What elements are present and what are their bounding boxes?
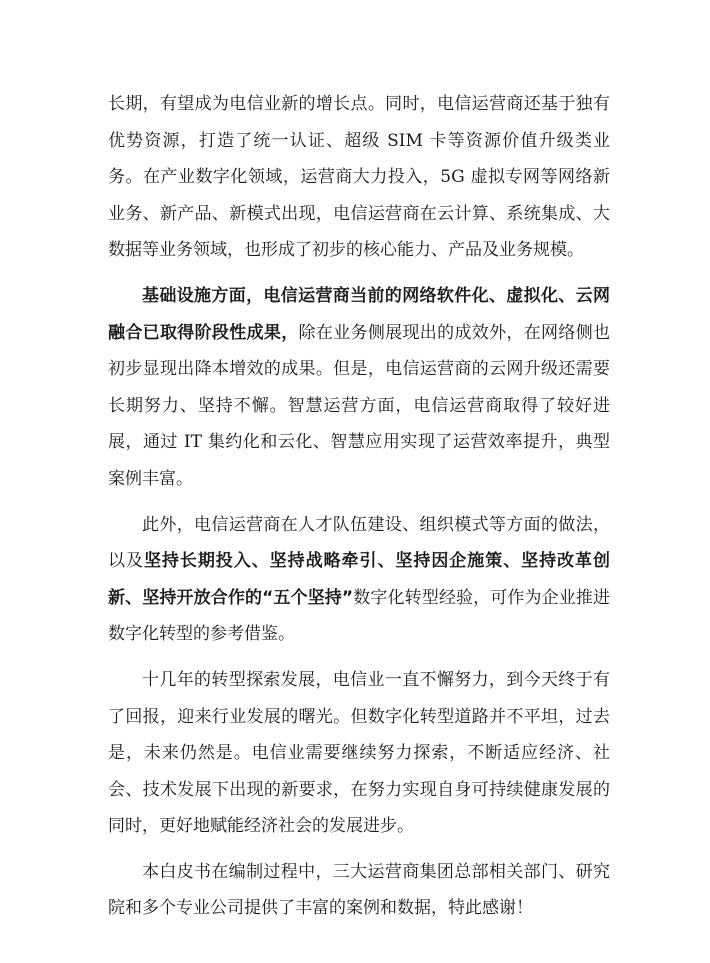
paragraph-2-bold-lead: 基础设施方面，电信运营商当前的网络软件化、虚拟化、云网融合已取得阶段性成果， [108, 285, 610, 343]
paragraph-4 [108, 662, 610, 845]
paragraph-4-text: 十几年的转型探索发展，电信业一直不懈努力，到今天终于有了回报，迎来行业发展的曙光。但数字化转型道路并不平坦，过去是，未来仍然是。电信业需要继续努力探索，不断适应经济、社会、技术发展下出现的新要求，在努力实现自身可持续健康发展的同时，更好地赋能经济社会的发展进步。 [108, 669, 610, 837]
paragraph-2-text: 除在业务侧展现出的成效外，在网络侧也初步显现出降本增效的成果。但是，电信运营商的云网升级还需要长期努力、坚持不懈。智慧运营方面，电信运营商取得了较好进展，通过 IT 集约化和云化、智慧应用实现了运营效率提升，典型案例丰富。 [108, 322, 611, 489]
paragraph-3 [108, 507, 610, 653]
paragraph-1 [108, 86, 610, 269]
paragraph-3-text-end: 数字化转型经验，可作为企业推进数字化转型的参考借鉴。 [108, 587, 610, 645]
paragraph-5 [108, 854, 610, 927]
paragraph-3-bold-five-persistences: 坚持长期投入、坚持战略牵引、坚持因企施策、坚持改革创新、坚持开放合作的“五个坚持” [108, 551, 611, 608]
body-text [108, 86, 610, 936]
paragraph-5-text: 本白皮书在编制过程中，三大运营商集团总部相关部门、研究院和多个专业公司提供了丰富的案例和数据，特此感谢！ [108, 861, 610, 919]
paragraph-1-text: 长期，有望成为电信业新的增长点。同时，电信运营商还基于独有优势资源，打造了统一认证、超级 SIM 卡等资源价值升级类业务。在产业数字化领域，运营商大力投入，5G 虚拟专网等网络新业务、新产品、新模式出现，电信运营商在云计算、系统集成、大数据等业务领域，也形成了初步的核心能力、产品及业务规模。 [108, 94, 610, 261]
paragraph-2 [108, 278, 610, 498]
paragraph-3-text-start: 此外，电信运营商在人才队伍建设、组织模式等方面的做法，以及 [108, 514, 610, 572]
